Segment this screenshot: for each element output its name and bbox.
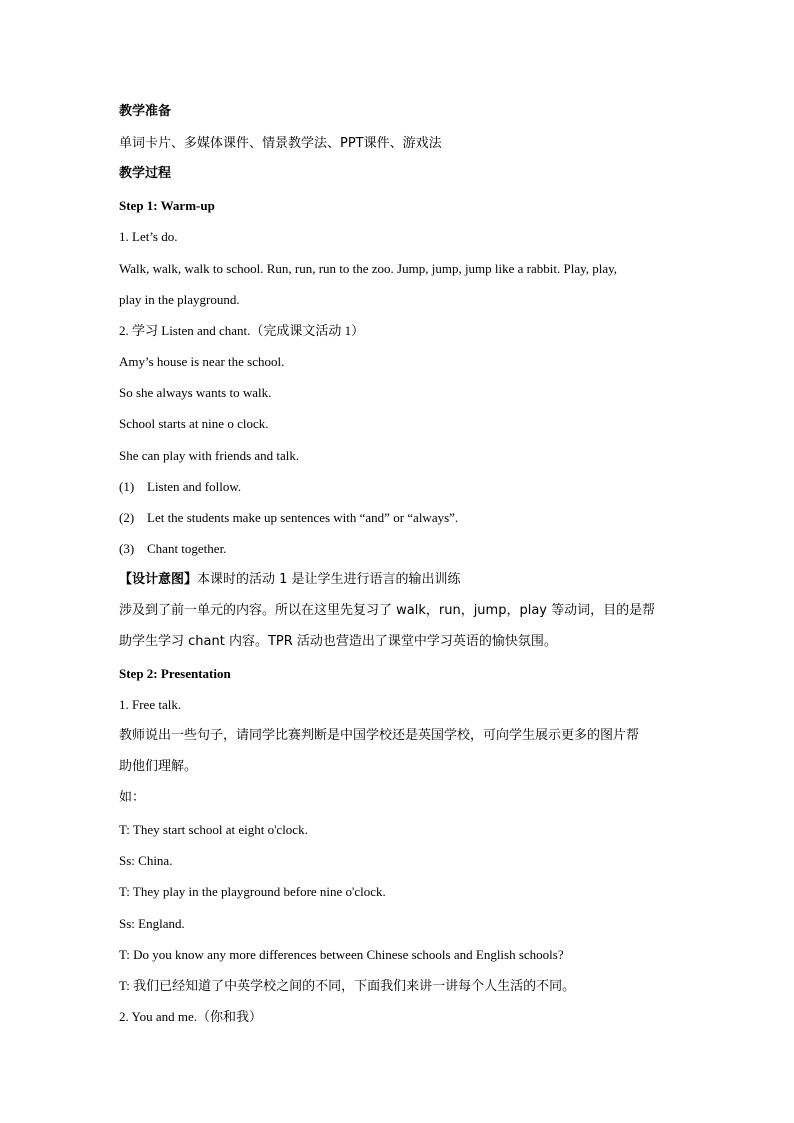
dialogue-line: T: They play in the playground before nine o'clock. — [119, 884, 386, 899]
step2-item1: 1. Free talk. — [119, 697, 182, 712]
step1-item1-text-a: Walk, walk, walk to school. Run, run, run to the zoo. Jump, jump, jump like a rabbit. Play, play, — [119, 261, 618, 276]
chant-line: School starts at nine o clock. — [119, 416, 269, 431]
step2-desc-line: 教师说出一些句子，请同学比赛判断是中国学校还是英国学校，可向学生展示更多的图片帮 — [119, 728, 640, 743]
step2-title: Step 2: Presentation — [119, 666, 231, 681]
sub-item — [119, 510, 458, 526]
design-intent-line: 助学生学习 chant 内容。TPR 活动也营造出了课堂中学习英语的愉快氛围。 — [119, 634, 557, 649]
design-intent-text: 本课时的活动 1 是让学生进行语言的输出训练 — [197, 572, 461, 587]
prep-text: 单词卡片、多媒体课件、情景教学法、PPT课件、游戏法 — [119, 136, 442, 151]
sub-item-text: Listen and follow. — [147, 479, 242, 494]
chant-line: She can play with friends and talk. — [119, 448, 300, 463]
example-label: 如： — [119, 790, 146, 805]
design-intent-line — [119, 572, 461, 588]
sub-item-text: Let the students make up sentences with “and” or “always”. — [147, 510, 459, 525]
prep-heading: 教学准备 — [119, 104, 172, 119]
design-intent-line: 涉及到了前一单元的内容。所以在这里先复习了 walk，run，jump，play 等动词，目的是帮 — [119, 603, 656, 618]
sub-item-number: (3) — [119, 541, 135, 556]
step1-item1: 1. Let’s do. — [119, 229, 178, 244]
dialogue-line: Ss: England. — [119, 916, 185, 931]
dialogue-line: Ss: China. — [119, 853, 173, 868]
sub-item-number: (1) — [119, 479, 135, 494]
dialogue-line: T: They start school at eight o'clock. — [119, 822, 308, 837]
sub-item-number: (2) — [119, 510, 135, 525]
chant-line: So she always wants to walk. — [119, 385, 272, 400]
dialogue-line: T: Do you know any more differences between Chinese schools and English schools? — [119, 947, 564, 962]
sub-item — [119, 479, 241, 495]
dialogue-line: T: 我们已经知道了中英学校之间的不同，下面我们来讲一讲每个人生活的不同。 — [119, 978, 576, 993]
sub-item-text: Chant together. — [147, 541, 227, 556]
chant-line: Amy’s house is near the school. — [119, 354, 285, 369]
step2-desc-line: 助他们理解。 — [119, 759, 198, 774]
sub-item — [119, 541, 226, 557]
step1-item1-text-b: play in the playground. — [119, 292, 240, 307]
document-page — [119, 0, 679, 1123]
process-heading: 教学过程 — [119, 166, 172, 181]
step2-item2: 2. You and me.（你和我） — [119, 1009, 263, 1024]
design-intent-label: 【设计意图】 — [119, 572, 198, 587]
step1-title: Step 1: Warm-up — [119, 198, 215, 213]
step1-item2: 2. 学习 Listen and chant.（完成课文活动 1） — [119, 323, 365, 338]
